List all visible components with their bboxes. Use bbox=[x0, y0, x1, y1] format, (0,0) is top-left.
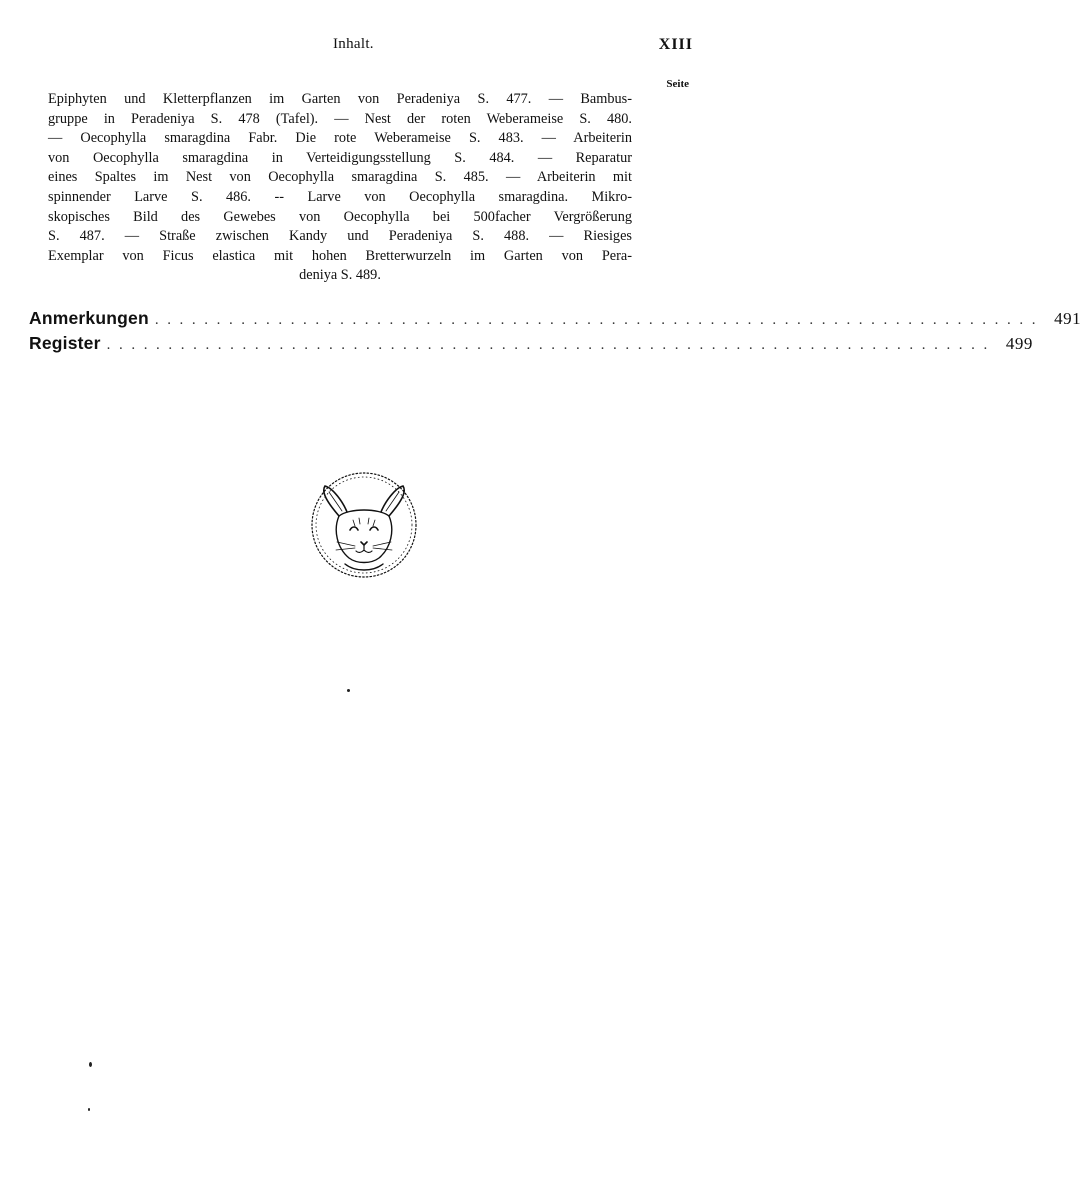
toc-entry-label: Anmerkungen bbox=[29, 308, 155, 329]
toc-entry-page: 499 bbox=[1005, 334, 1033, 353]
table-of-contents bbox=[29, 308, 1081, 358]
print-speck bbox=[347, 689, 350, 692]
illustration-captions bbox=[48, 90, 632, 286]
toc-entry-page: 491 bbox=[1054, 309, 1081, 328]
caption-line: gruppe in Peradeniya S. 478 (Tafel). — Nest der roten Weberameise S. 480. bbox=[48, 110, 632, 127]
print-speck bbox=[89, 1062, 92, 1067]
toc-entry-anmerkungen[interactable] bbox=[29, 308, 1081, 333]
running-head bbox=[0, 36, 729, 58]
caption-line: von Oecophylla smaragdina in Verteidigungsstellung S. 484. — Reparatur bbox=[48, 149, 632, 166]
caption-line: Epiphyten und Kletterpflanzen im Garten von Peradeniya S. 477. — Bambus- bbox=[48, 91, 632, 107]
caption-line: deniya S. 489. bbox=[299, 267, 381, 284]
caption-line: eines Spaltes im Nest von Oecophylla smaragdina S. 485. — Arbeiterin mit bbox=[48, 169, 632, 186]
toc-entry-label: Register bbox=[29, 333, 107, 354]
caption-line: — Oecophylla smaragdina Fabr. Die rote Weberameise S. 483. — Arbeiterin bbox=[48, 130, 632, 147]
toc-leader-dots: ........................................................................ bbox=[154, 312, 1045, 328]
caption-line: Exemplar von Ficus elastica mit hohen Bretterwurzeln im Garten von Pera- bbox=[48, 247, 632, 264]
toc-leader-dots: ........................................................................ bbox=[106, 337, 996, 353]
running-title: Inhalt. bbox=[333, 36, 374, 52]
column-label-seite: Seite bbox=[666, 78, 689, 90]
caption-line: spinnender Larve S. 486. -- Larve von Oecophylla smaragdina. Mikro- bbox=[48, 188, 632, 205]
rabbit-head-vignette-icon bbox=[305, 468, 423, 582]
caption-line: skopisches Bild des Gewebes von Oecophylla bei 500facher Vergrößerung bbox=[48, 208, 632, 225]
toc-entry-register[interactable] bbox=[29, 333, 1033, 358]
caption-line: S. 487. — Straße zwischen Kandy und Peradeniya S. 488. — Riesiges bbox=[48, 228, 632, 245]
page-number: XIII bbox=[658, 36, 693, 53]
print-speck bbox=[88, 1108, 90, 1111]
